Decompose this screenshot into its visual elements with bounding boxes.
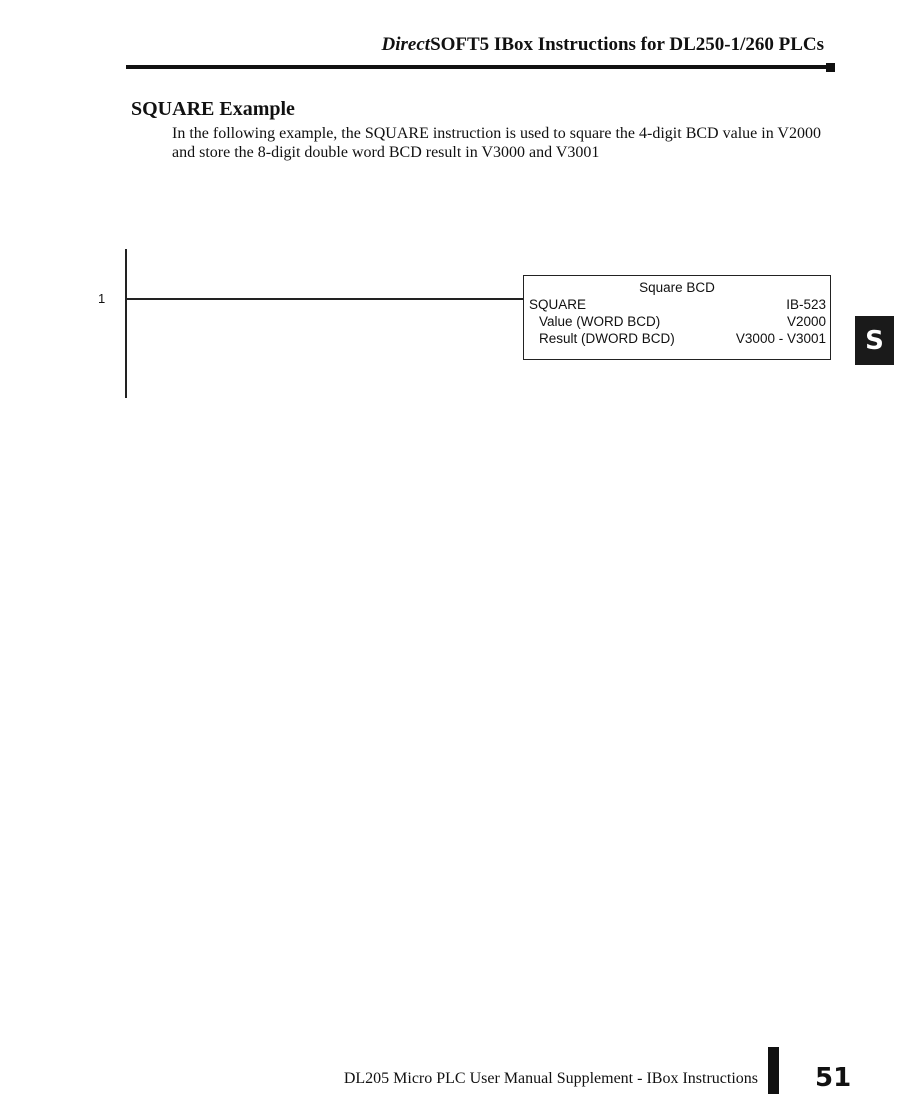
header-brand: Direct (381, 34, 431, 55)
ibox-row-value (539, 313, 826, 330)
ladder-diagram (0, 0, 900, 420)
ibox-param-value: V3000 - V3001 (735, 331, 826, 346)
ibox-param-value: V2000 (786, 314, 826, 329)
footer-bar (768, 1047, 779, 1094)
ibox-square-bcd (523, 275, 831, 360)
section-title: SQUARE Example (131, 98, 295, 120)
ibox-number: IB-523 (786, 297, 826, 312)
page-number: 51 (815, 1063, 852, 1093)
ibox-title: Square BCD (639, 280, 715, 295)
power-rail (125, 249, 127, 398)
ibox-param-label: Result (DWORD BCD) (539, 331, 675, 346)
footer-text: DL205 Micro PLC User Manual Supplement - IBox Instructions (343, 1070, 758, 1087)
ibox-param-label: Value (WORD BCD) (539, 314, 661, 329)
ibox-instruction: SQUARE (529, 297, 587, 312)
ibox-row-result (539, 330, 826, 347)
ibox-row-instruction (529, 296, 826, 313)
header-title-text: SOFT5 IBox Instructions for DL250-1/260 PLCs (430, 34, 824, 55)
rung-number: 1 (98, 291, 106, 306)
rung-wire (127, 298, 524, 300)
section-thumb-tab: S (855, 316, 894, 365)
section-body: In the following example, the SQUARE instruction is used to square the 4-digit BCD value in V2000 and store the 8-digit double word BCD result in V3000 and V3001 (172, 125, 821, 161)
